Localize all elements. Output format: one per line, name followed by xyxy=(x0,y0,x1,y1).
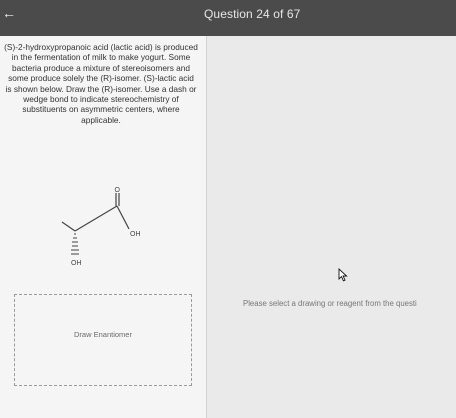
dash-bond xyxy=(71,234,79,254)
top-bar xyxy=(0,0,456,36)
selection-hint: Please select a drawing or reagent from the questi xyxy=(243,299,417,308)
draw-enantiomer-label: Draw Enantiomer xyxy=(74,330,132,339)
mouse-cursor-icon xyxy=(338,268,348,282)
draw-enantiomer-canvas[interactable] xyxy=(14,294,192,386)
acid-oh-label: OH xyxy=(130,231,141,238)
back-arrow-icon[interactable]: ← xyxy=(2,5,16,21)
bond-c2-c1 xyxy=(75,206,117,231)
question-counter: Question 24 of 67 xyxy=(204,7,301,21)
lactic-acid-structure xyxy=(56,186,166,276)
carbonyl-oxygen-label: O xyxy=(114,187,120,194)
alcohol-oh-label: OH xyxy=(71,260,82,267)
bond-methyl xyxy=(62,222,75,231)
answer-panel xyxy=(207,36,456,418)
question-text: (S)-2-hydroxypropanoic acid (lactic acid) is produced in the fermentation of milk to make yogurt. Some bacteria produce a mixture of stereoisomers and some produce solely the (R)-isomer. (S)-lactic acid is shown below. Draw the (R)-isomer. Use a dash or wedge bond to indicate stereochemistry of substituents on asymmetric centers, where applicable. xyxy=(4,42,198,125)
bond-c1-oh xyxy=(117,206,129,229)
